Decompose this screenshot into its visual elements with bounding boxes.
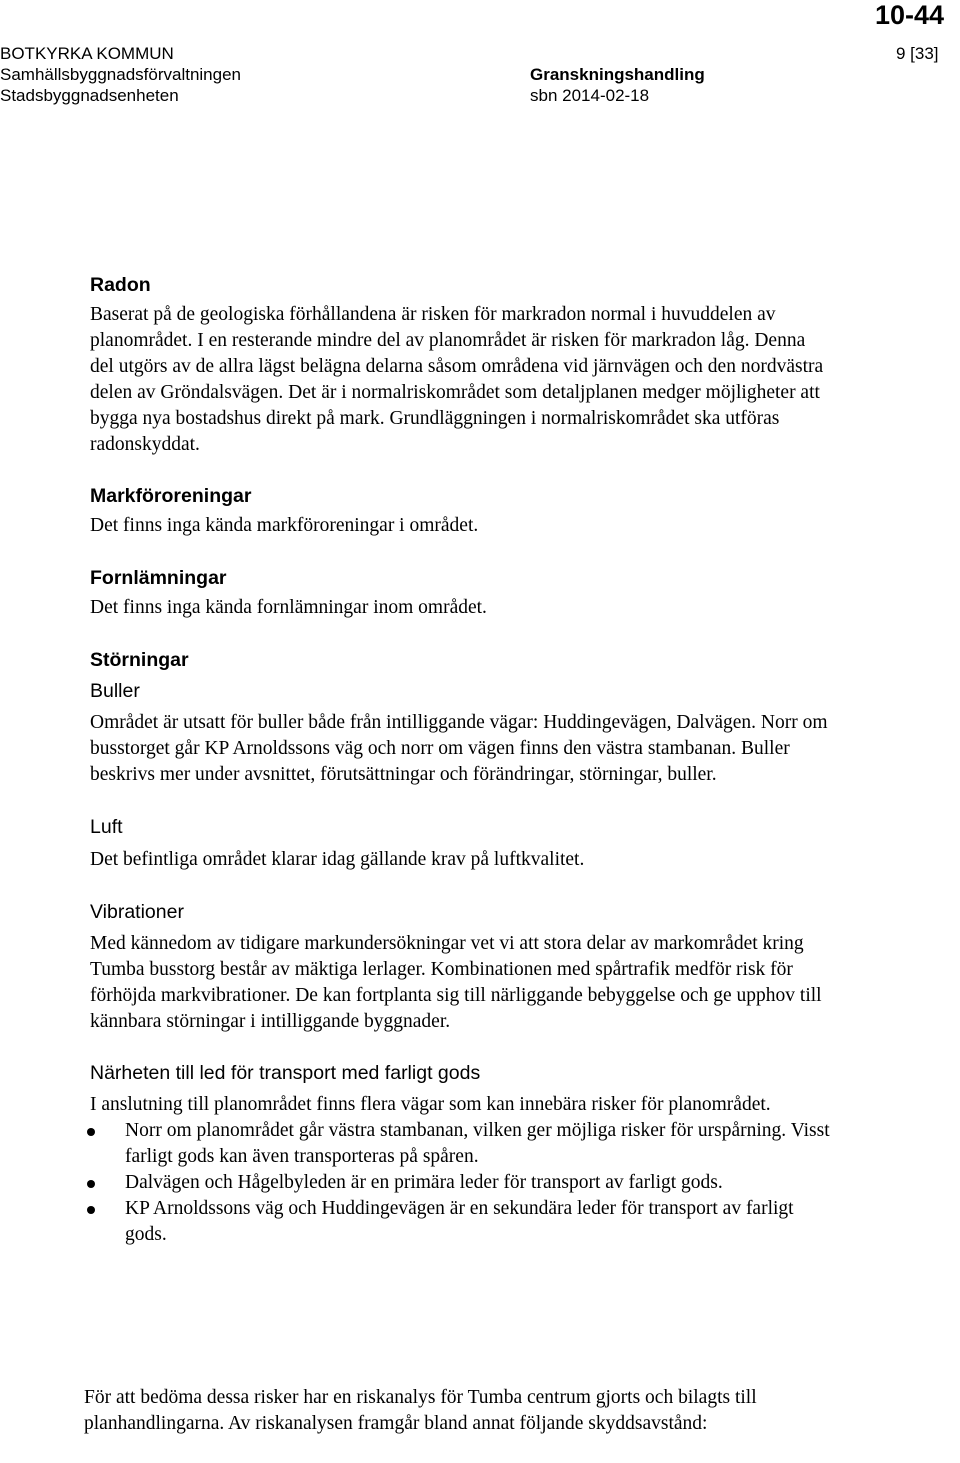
list-item (90, 1196, 830, 1248)
radon-heading: Radon (90, 274, 151, 296)
bullet-icon (87, 1180, 95, 1188)
fornlamningar-paragraph: Det finns inga kända fornlämningar inom området. (90, 597, 487, 618)
luft-heading: Luft (90, 816, 123, 838)
list-item-text: KP Arnoldssons väg och Huddingevägen är en sekundära leder för transport av farligt gods. (125, 1198, 794, 1245)
fornlamningar-heading: Fornlämningar (90, 567, 227, 589)
luft-paragraph: Det befintliga området klarar idag gällande krav på luftkvalitet. (90, 849, 585, 870)
buller-paragraph: Området är utsatt för buller både från intilliggande vägar: Huddingevägen, Dalvägen. Norr om busstorget går KP Arnoldssons väg och norr om vägen finns den västra stambanan. Buller beskrivs mer under avsnittet, förutsättningar och förändringar, störningar, buller. (90, 712, 828, 785)
list-item-text: Dalvägen och Hågelbyleden är en primära leder för transport av farligt gods. (125, 1172, 723, 1193)
vibrationer-heading: Vibrationer (90, 901, 184, 923)
organization-name: BOTKYRKA KOMMUN (0, 44, 174, 63)
department-name: Samhällsbyggnadsförvaltningen (0, 65, 241, 84)
farligt-gods-closing: För att bedöma dessa risker har en riskanalys för Tumba centrum gjorts och bilagts till planhandlingarna. Av riskanalysen framgår bland annat följande skyddsavstånd: (84, 1387, 757, 1434)
farligt-gods-heading: Närheten till led för transport med farligt gods (90, 1062, 481, 1084)
bullet-icon (87, 1128, 95, 1136)
page-number: 9 [33] (896, 44, 939, 63)
storningar-heading: Störningar (90, 649, 189, 671)
unit-name: Stadsbyggnadsenheten (0, 86, 179, 105)
radon-paragraph: Baserat på de geologiska förhållandena är risken för markradon normal i huvuddelen av planområdet. I en resterande mindre del av planområdet är risken för markradon låg. Denna del utgörs av de allra lägst belägna delarna såsom områdena vid järnvägen och den nordvästra delen av Gröndalsvägen. Det är i normalriskområdet som detaljplanen medger möjligheter att bygga nya bostadshus direkt på mark. Grundläggningen i normalriskområdet ska utföras radonskyddat. (90, 304, 824, 455)
list-item (90, 1170, 830, 1196)
vibrationer-paragraph: Med kännedom av tidigare markundersökningar vet vi att stora delar av markområdet kring Tumba busstorg består av mäktiga lerlager. Kombinationen med spårtrafik medför risk för förhöjda markvibrationer. De kan fortplanta sig till närliggande bebyggelse och ge upphov till kännbara störningar i intilliggande byggnader. (90, 933, 822, 1032)
markfororeningar-paragraph: Det finns inga kända markföroreningar i området. (90, 515, 479, 536)
list-item-text: Norr om planområdet går västra stambanan, vilken ger möjliga risker för urspårning. Visst farligt gods kan även transporteras på spåren. (125, 1120, 830, 1167)
farligt-gods-intro: I anslutning till planområdet finns flera vägar som kan innebära risker för planområdet. (90, 1094, 771, 1115)
document-body (90, 271, 830, 1248)
document-status: Granskningshandling (530, 65, 705, 84)
document-date: sbn 2014-02-18 (530, 86, 650, 105)
buller-heading: Buller (90, 680, 140, 702)
markfororeningar-heading: Markföroreningar (90, 485, 252, 507)
list-item (90, 1118, 830, 1170)
farligt-gods-list (90, 1118, 830, 1248)
document-number: 10-44 (874, 0, 944, 30)
bullet-icon (87, 1206, 95, 1214)
